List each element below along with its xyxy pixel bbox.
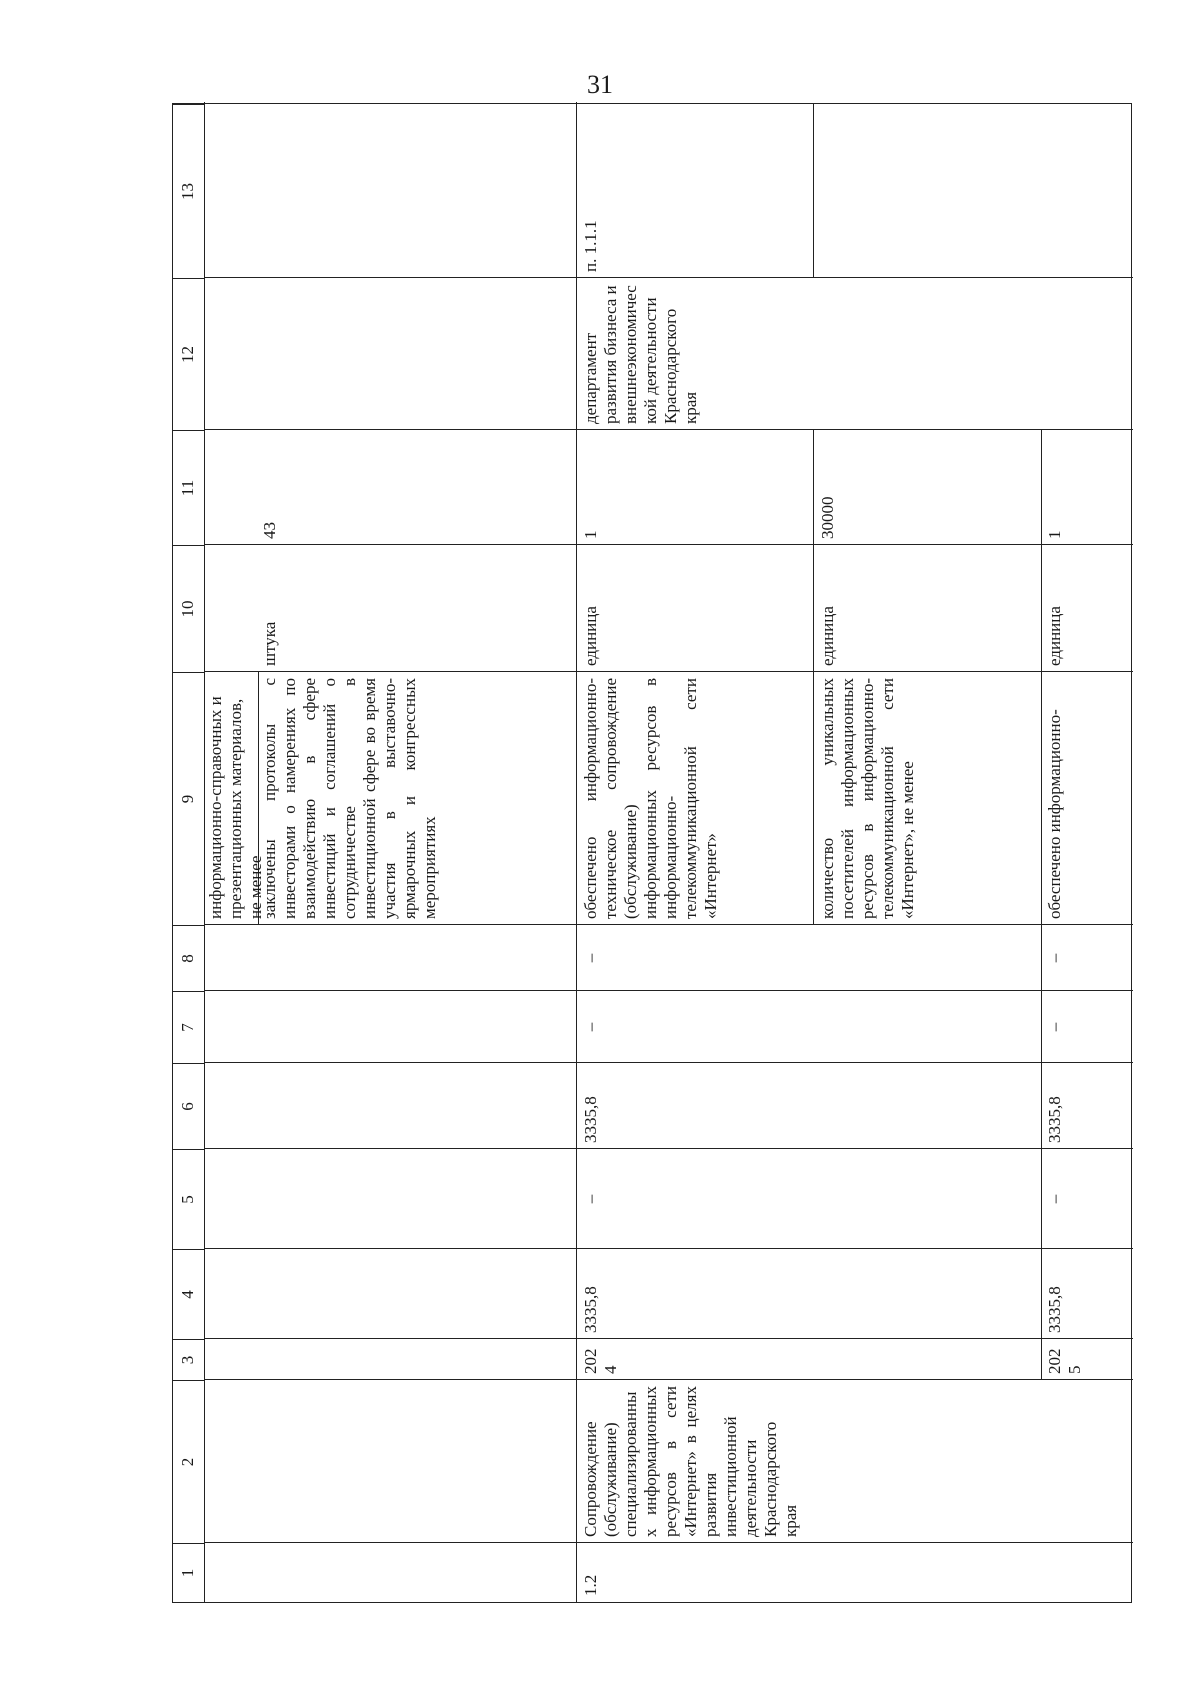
cell-2025-local: – bbox=[1045, 1022, 1064, 1032]
cell-2024-indicator-1: обеспечено информационно-техническое сопровождение (обслуживание) информационных ресурсов в информационно-телекоммуникационной сети «Интернет» bbox=[581, 678, 721, 919]
page-number: 31 bbox=[587, 70, 613, 99]
column-number-6: 6 bbox=[173, 1063, 204, 1149]
cell-reference: п. 1.1.1 bbox=[581, 220, 600, 272]
column-number-9: 9 bbox=[173, 672, 204, 925]
column-number-5: 5 bbox=[173, 1149, 204, 1249]
cell-2024-federal: – bbox=[581, 1194, 600, 1204]
column-number-8: 8 bbox=[173, 925, 204, 991]
cell-2025-indicator-1-unit: единица bbox=[1045, 606, 1064, 666]
cell-top-col9-protocols: заключены протоколы с инвесторами о намерениях по взаимодействию в сфере инвестиций и соглашений о сотрудничестве в инвестиционной сфере во время участия в выставочно-ярмарочных и конгрессных мероприятиях bbox=[260, 678, 440, 919]
column-number-1: 1 bbox=[173, 1543, 204, 1602]
cell-2024-indicator-2-unit: единица bbox=[818, 606, 837, 666]
rule-2024-ind-split bbox=[813, 430, 814, 925]
cell-2025-indicator-1-value: 1 bbox=[1045, 530, 1064, 539]
column-number-12: 12 bbox=[173, 278, 204, 430]
rule-row-1-2 bbox=[576, 102, 577, 1602]
column-number-4: 4 bbox=[173, 1249, 204, 1339]
rule-col-8 bbox=[204, 990, 1133, 991]
cell-2025-federal: – bbox=[1045, 1194, 1064, 1204]
cell-year-2024: 2024 bbox=[581, 1348, 621, 1374]
cell-2025-other: – bbox=[1045, 953, 1064, 963]
cell-executor: департамент развития бизнеса и внешнеэкономической деятельности Краснодарского края bbox=[581, 285, 701, 424]
rule-top-col11-inner bbox=[258, 544, 576, 545]
cell-2024-indicator-2: количество уникальных посетителей информационных ресурсов в информационно-телекоммуникационной сети «Интернет», не менее bbox=[818, 678, 918, 919]
cell-2025-regional: 3335,8 bbox=[1045, 1096, 1064, 1143]
column-number-11: 11 bbox=[173, 430, 204, 545]
rule-col-5 bbox=[204, 1248, 1133, 1249]
cell-2024-indicator-1-unit: единица bbox=[581, 606, 600, 666]
cell-row-number: 1.2 bbox=[581, 1574, 600, 1596]
column-number-10: 10 bbox=[173, 545, 204, 672]
column-number-13: 13 bbox=[173, 104, 204, 278]
cell-2024-regional: 3335,8 bbox=[581, 1096, 600, 1143]
cell-top-col11-value: 43 bbox=[260, 522, 279, 539]
cell-top-col10-unit: штука bbox=[260, 621, 279, 666]
rule-ref-split bbox=[813, 104, 814, 278]
rule-col-7 bbox=[204, 1062, 1133, 1063]
cell-year-2025: 2025 bbox=[1045, 1348, 1085, 1374]
cell-2025-indicator-1: обеспечено информационно- bbox=[1045, 709, 1064, 919]
column-number-3: 3 bbox=[173, 1339, 204, 1380]
cell-top-col9-continuation: информационно-справочных и презентационных материалов, не менее bbox=[206, 696, 266, 919]
cell-2024-other: – bbox=[581, 953, 600, 963]
data-table bbox=[172, 103, 1132, 1603]
column-number-7: 7 bbox=[173, 991, 204, 1063]
column-number-2: 2 bbox=[173, 1380, 204, 1543]
cell-2024-total: 3335,8 bbox=[581, 1286, 600, 1333]
cell-2024-local: – bbox=[581, 1022, 600, 1032]
rule-2025 bbox=[1041, 430, 1042, 1380]
rule-col-6 bbox=[204, 1148, 1133, 1149]
cell-activity-name: Сопровождение (обслуживание) специализированных информационных ресурсов в сети «Интернет» в целях развития инвестиционной деятельности Краснодарского края bbox=[581, 1386, 801, 1537]
cell-2024-indicator-2-value: 30000 bbox=[818, 496, 837, 539]
cell-2025-total: 3335,8 bbox=[1045, 1286, 1064, 1333]
cell-2024-indicator-1-value: 1 bbox=[581, 530, 600, 539]
rule-col-4 bbox=[204, 1338, 1133, 1339]
